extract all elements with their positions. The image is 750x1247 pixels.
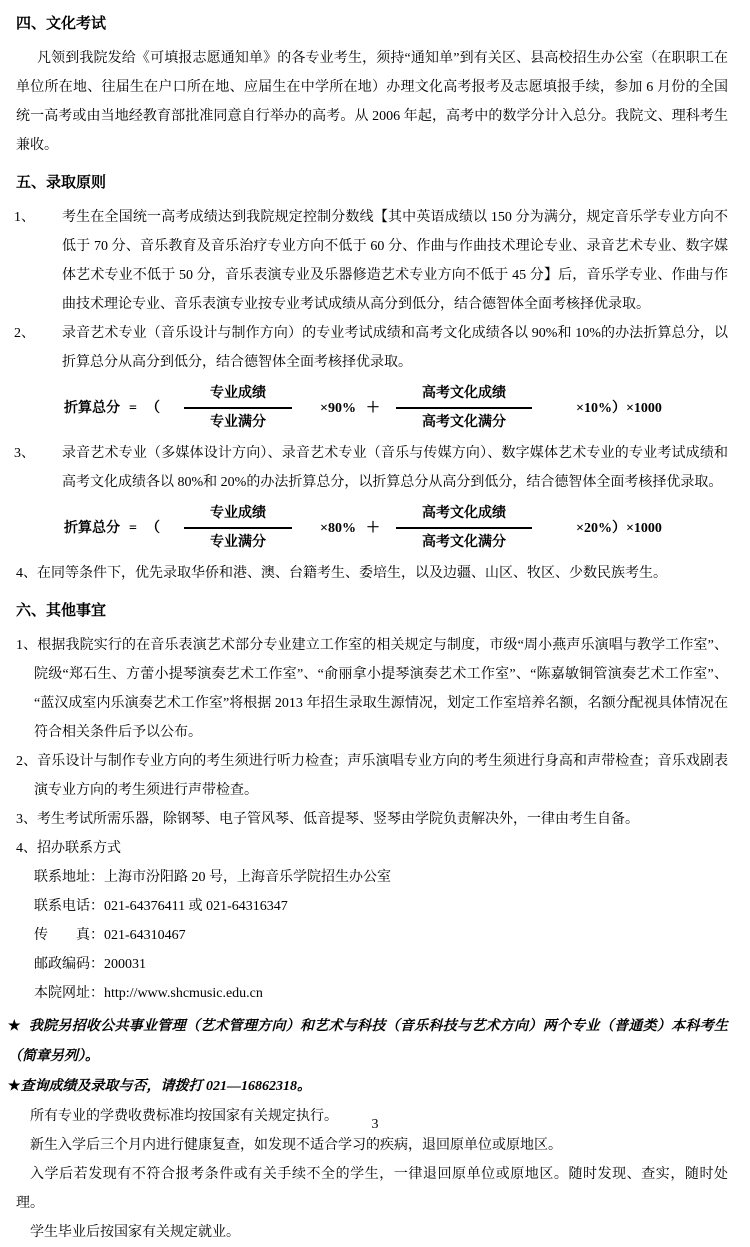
star-icon: ★ bbox=[8, 1079, 21, 1094]
contact-website: 本院网址：http://www.shcmusic.edu.cn bbox=[34, 986, 263, 1001]
formula-label: 折算总分 bbox=[64, 400, 120, 416]
list-item bbox=[16, 834, 728, 863]
list-item bbox=[16, 439, 728, 497]
list-number: 2、 bbox=[14, 326, 35, 341]
list-item-text: 音乐设计与制作专业方向的考生须进行听力检查；声乐演唱专业方向的考生须进行身高和声带检查；音乐戏剧表演专业方向的考生须进行声带检查。 bbox=[34, 754, 729, 798]
section-admission-principles bbox=[16, 169, 728, 588]
weight-factor: ×10%）×1000 bbox=[575, 400, 662, 416]
list-number: 1、 bbox=[16, 638, 38, 653]
plus-sign: ＋ bbox=[365, 400, 380, 416]
open-paren: （ bbox=[145, 520, 160, 536]
fraction-gaokao bbox=[396, 383, 532, 433]
formula-80-20 bbox=[64, 503, 728, 553]
section5-heading: 五、录取原则 bbox=[16, 175, 107, 191]
star-icon: ★ bbox=[8, 1019, 21, 1034]
closing-paragraph: 新生入学后三个月内进行健康复查，如发现不适合学习的疾病，退回原单位或原地区。 bbox=[30, 1138, 562, 1153]
contact-postcode: 邮政编码：200031 bbox=[34, 957, 146, 972]
list-item-text: 考生考试所需乐器，除钢琴、电子管风琴、低音提琴、竖琴由学院负责解决外，一律由考生自备。 bbox=[37, 812, 639, 827]
list-item bbox=[16, 805, 728, 834]
star-note-text: 我院另招收公共事业管理（艺术管理方向）和艺术与科技（音乐科技与艺术方向）两个专业（普通类）本科考生（简章另列）。 bbox=[8, 1019, 728, 1064]
plus-sign: ＋ bbox=[365, 520, 380, 536]
list-item-text: 录音艺术专业（音乐设计与制作方向）的专业考试成绩和高考文化成绩各以 90%和 10%的办法折算总分，以折算总分从高分到低分，结合德智体全面考核择优录取。 bbox=[62, 326, 728, 370]
fraction-numerator: 专业成绩 bbox=[184, 383, 292, 409]
list-number: 3、 bbox=[14, 446, 35, 461]
closing-paragraph: 学生毕业后按国家有关规定就业。 bbox=[30, 1225, 240, 1240]
equals-sign: = bbox=[129, 520, 137, 536]
open-paren: （ bbox=[145, 400, 160, 416]
weight-factor: ×80% bbox=[319, 520, 356, 536]
list-item-text: 招办联系方式 bbox=[37, 841, 121, 856]
list-item bbox=[16, 559, 728, 588]
section6-heading: 六、其他事宜 bbox=[16, 603, 107, 619]
formula-label: 折算总分 bbox=[64, 520, 120, 536]
star-note-2 bbox=[8, 1072, 728, 1102]
list-number: 3、 bbox=[16, 812, 37, 827]
fraction-numerator: 高考文化成绩 bbox=[396, 503, 532, 529]
list-item-text: 在同等条件下，优先录取华侨和港、澳、台籍考生、委培生，以及边疆、山区、牧区、少数民族考生。 bbox=[37, 566, 667, 581]
list-item bbox=[16, 747, 728, 805]
list-number: 4、 bbox=[16, 841, 37, 856]
section-culture-exam bbox=[16, 10, 728, 160]
contact-fax: 传 真：021-64310467 bbox=[34, 928, 186, 943]
fraction-professional bbox=[184, 503, 292, 553]
star-note-text: 查询成绩及录取与否，请拨打 021—16862318。 bbox=[20, 1079, 312, 1094]
list-item bbox=[16, 319, 728, 377]
fraction-denominator: 高考文化满分 bbox=[421, 535, 506, 550]
fraction-denominator: 专业满分 bbox=[209, 415, 266, 430]
list-item-text: 根据我院实行的在音乐表演艺术部分专业建立工作室的相关规定与制度，市级“周小燕声乐演唱与教学工作室”、院级“郑石生、方蕾小提琴演奏艺术工作室”、“俞丽拿小提琴演奏艺术工作室”、“陈嘉敏铜管演奏艺术工作室”、“蓝汉成室内乐演奏艺术工作室”将根据 2013 年招生录取生源情况，划定工作室培养名额，名额分配视具体情况在符合相关条件后予以公布。 bbox=[34, 638, 728, 740]
contact-address: 联系地址：上海市汾阳路 20 号，上海音乐学院招生办公室 bbox=[34, 870, 391, 885]
list-number: 1、 bbox=[14, 210, 35, 225]
star-notes bbox=[8, 1012, 728, 1102]
fraction-professional bbox=[184, 383, 292, 433]
equals-sign: = bbox=[129, 400, 137, 416]
closing-paragraph: 入学后若发现有不符合报考条件或有关手续不全的学生，一律退回原单位或原地区。随时发现、查实，随时处理。 bbox=[16, 1167, 728, 1211]
section4-heading: 四、文化考试 bbox=[16, 16, 107, 32]
weight-factor: ×90% bbox=[319, 400, 356, 416]
fraction-numerator: 专业成绩 bbox=[184, 503, 292, 529]
list-item bbox=[16, 203, 728, 319]
list-number: 4、 bbox=[16, 566, 37, 581]
fraction-denominator: 专业满分 bbox=[209, 535, 266, 550]
list-item-text: 录音艺术专业（多媒体设计方向）、录音艺术专业（音乐与传媒方向）、数字媒体艺术专业的专业考试成绩和高考文化成绩各以 80%和 20%的办法折算总分，以折算总分从高分到低分，结合德智体全面考核择优录取。 bbox=[62, 446, 728, 490]
page-number: 3 bbox=[371, 1117, 379, 1132]
section4-paragraph: 凡领到我院发给《可填报志愿通知单》的各专业考生，须持“通知单”到有关区、县高校招生办公室（在职职工在单位所在地、往届生在户口所在地、应届生在中学所在地）办理文化高考报考及志愿填报手续，参加 6 月份的全国统一高考或由当地经教育部批准同意自行举办的高考。从 2006 年起，高考中的数学分计入总分。我院文、理科考生兼收。 bbox=[16, 51, 728, 153]
list-item bbox=[16, 631, 728, 747]
list-number: 2、 bbox=[16, 754, 38, 769]
star-note-1 bbox=[8, 1012, 728, 1072]
section-other-matters bbox=[16, 597, 728, 1008]
fraction-gaokao bbox=[396, 503, 532, 553]
formula-90-10 bbox=[64, 383, 728, 433]
fraction-numerator: 高考文化成绩 bbox=[396, 383, 532, 409]
list-item-text: 考生在全国统一高考成绩达到我院规定控制分数线【其中英语成绩以 150 分为满分，规定音乐学专业方向不低于 70 分、音乐教育及音乐治疗专业方向不低于 60 分、作曲与作曲技术理论专业、录音艺术专业、数字媒体艺术专业不低于 50 分，音乐表演专业及乐器修造艺术专业方向不低于 45 分】后，音乐学专业、作曲与作曲技术理论专业、音乐表演专业按专业考试成绩从高分到低分，结合德智体全面考核择优录取。 bbox=[62, 210, 728, 312]
fraction-denominator: 高考文化满分 bbox=[421, 415, 506, 430]
contact-phone: 联系电话：021-64376411 或 021-64316347 bbox=[34, 899, 288, 914]
closing-paragraph: 所有专业的学费收费标准均按国家有关规定执行。 bbox=[30, 1109, 338, 1124]
weight-factor: ×20%）×1000 bbox=[575, 520, 662, 536]
